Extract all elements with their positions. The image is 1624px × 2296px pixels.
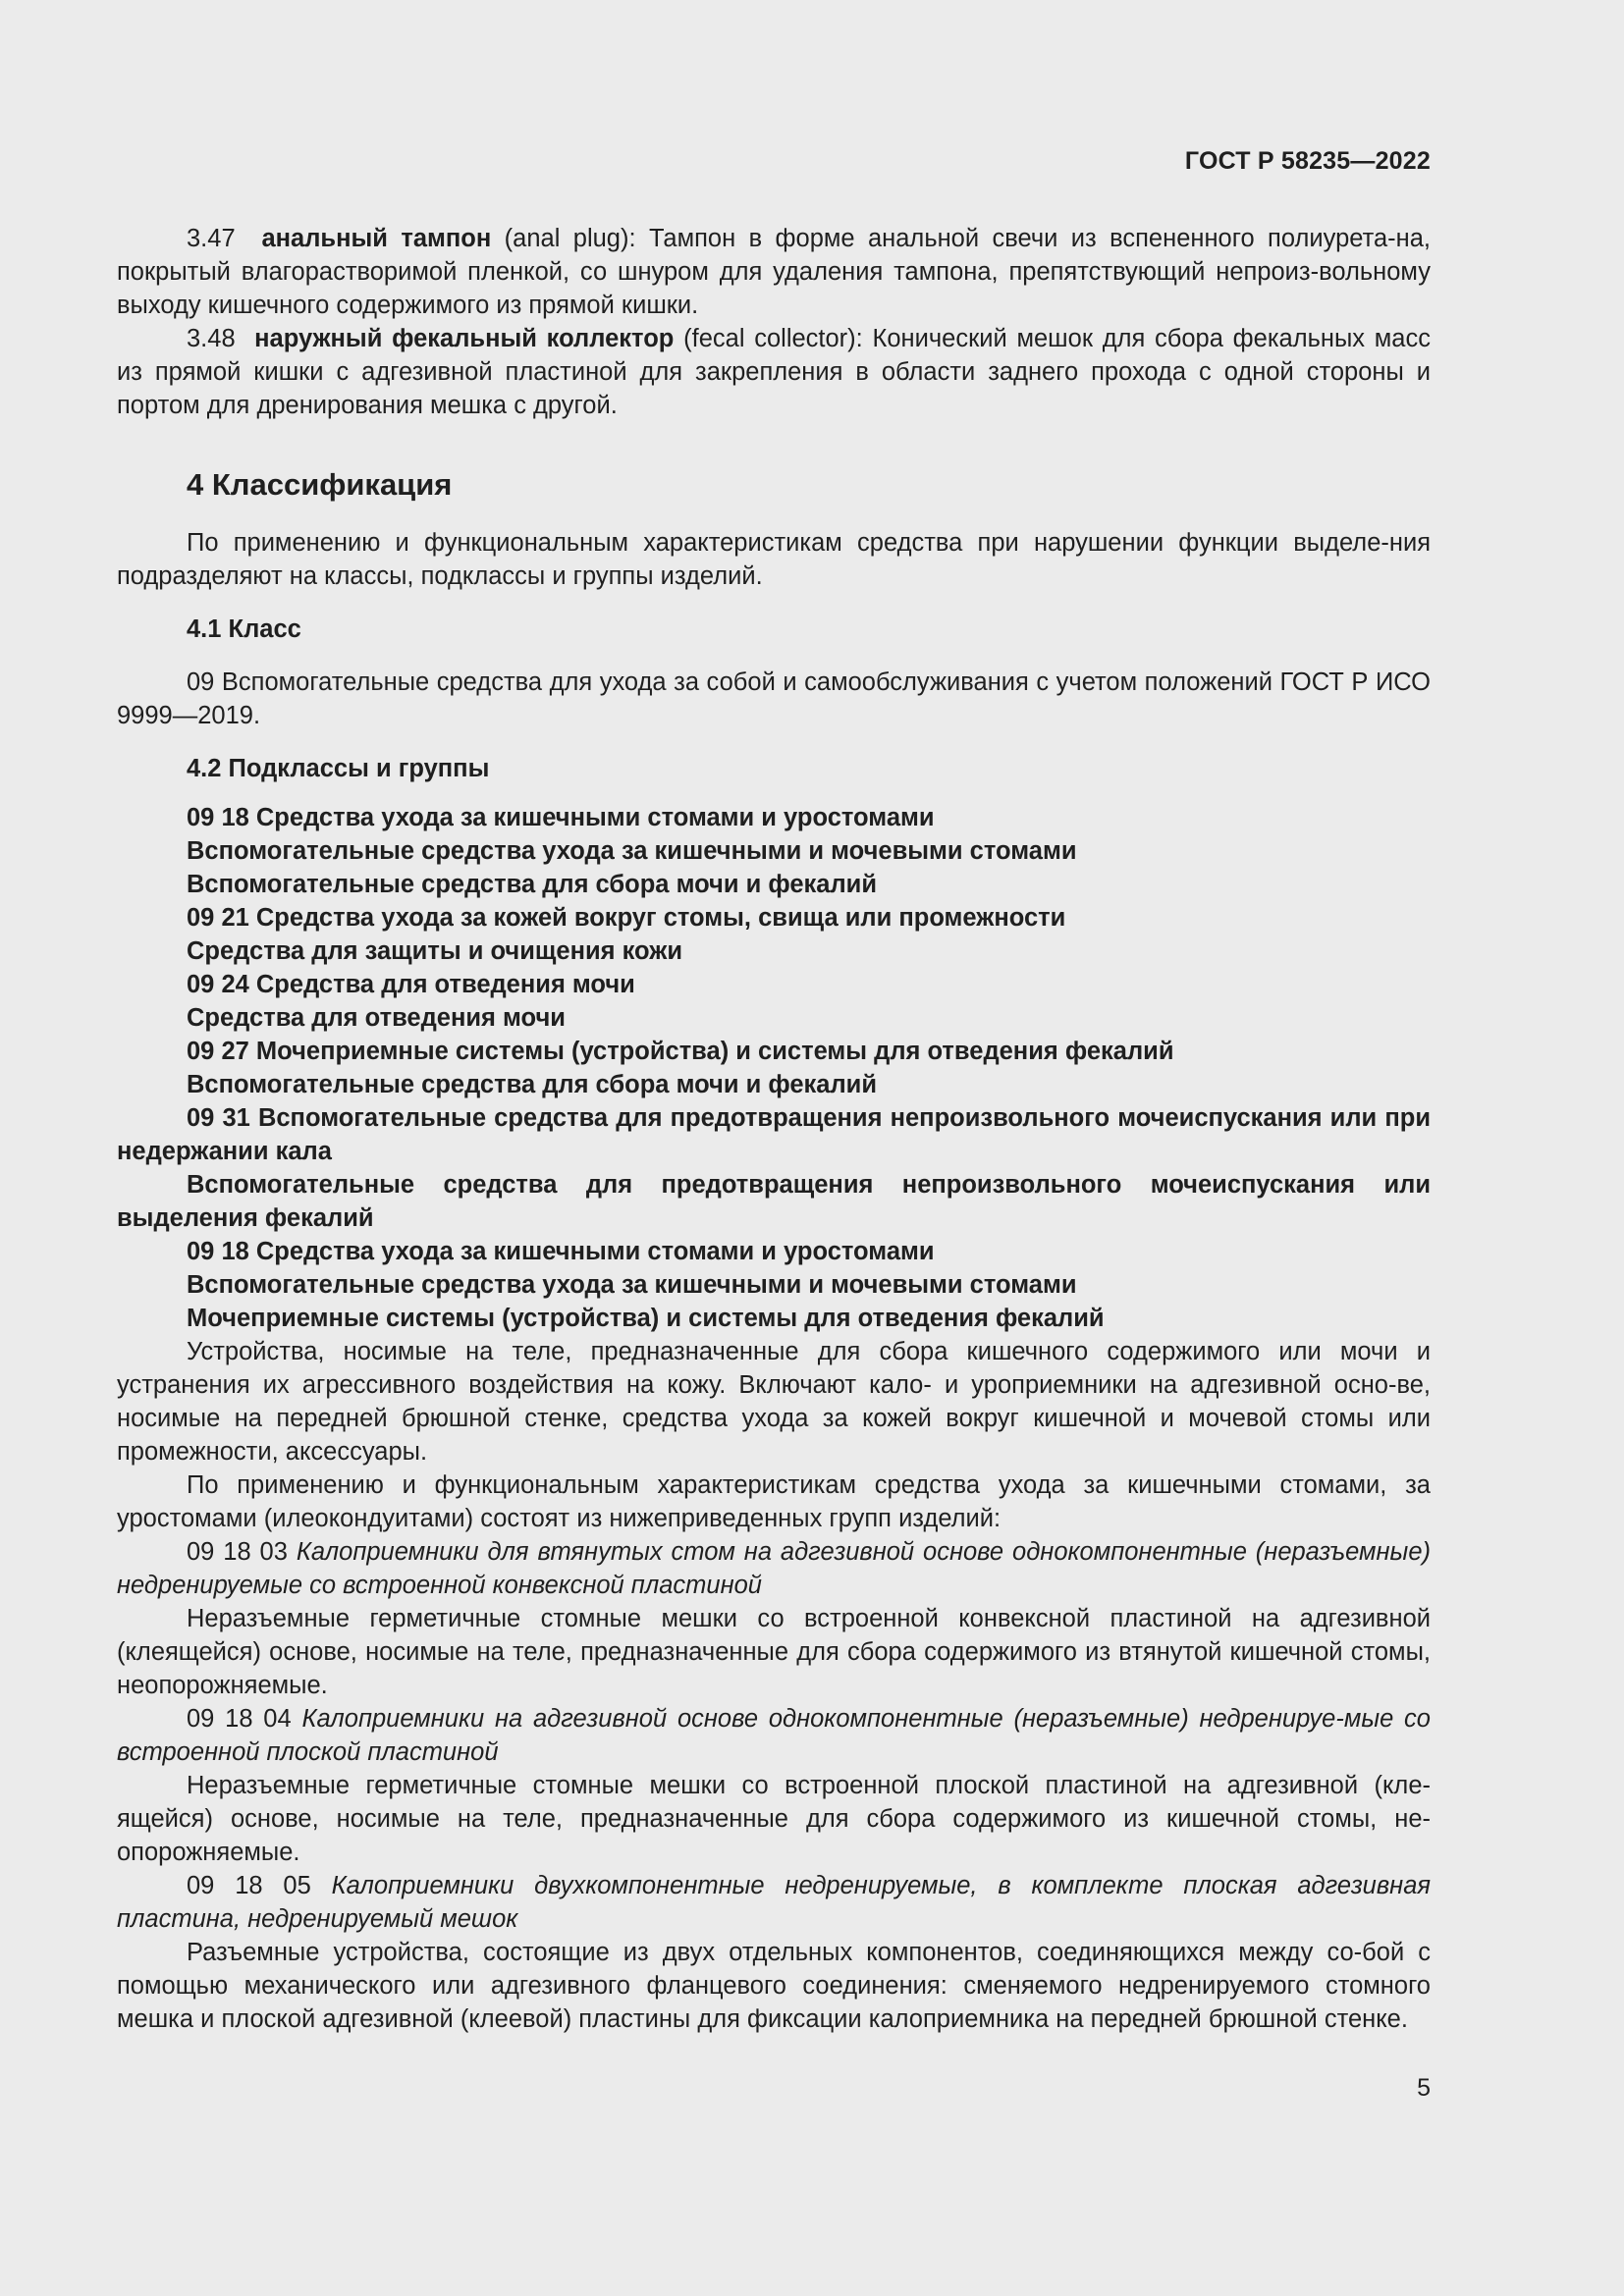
term-definition: Тампон в форме анальной свечи из вспененного полиурета-на, покрытый влагорастворимой пленкой, со шнуром для удаления тампона, препятствующий непроиз-вольному выходу кишечного содержимого из прямой кишки. xyxy=(117,225,1431,319)
term-name: анальный тампон xyxy=(261,225,492,252)
body-paragraph: Устройства, носимые на теле, предназначенные для сбора кишечного содержимого или мочи и устранения их агрессивного воздействия на кожу. Включают кало- и уроприемники на адгезивной осно-ве, носимые на передней брюшной стенке, средства ухода за кожей вокруг кишечной и мочевой стомы или промежности, аксессуары. xyxy=(117,1338,1431,1466)
subclass-line: 09 24 Средства для отведения мочи xyxy=(187,971,635,998)
subclass-line: 09 18 Средства ухода за кишечными стомами и уростомами xyxy=(187,1238,935,1265)
group-title: Калоприемники для втянутых стом на адгезивной основе однокомпонентные (неразъемные) недренируемые со встроенной конвексной пластиной xyxy=(117,1538,1431,1599)
term-english: (anal plug): xyxy=(504,225,636,252)
subclass-line: 09 21 Средства ухода за кожей вокруг стомы, свища или промежности xyxy=(187,904,1066,932)
group-title: Калоприемники двухкомпонентные недренируемые, в комплекте плоская адгезивная пластина, недренируемый мешок xyxy=(117,1872,1432,1933)
subclass-line: Вспомогательные средства для сбора мочи и фекалий xyxy=(187,1071,878,1098)
subclass-line: Средства для отведения мочи xyxy=(187,1004,566,1032)
group-code: 09 18 03 xyxy=(187,1538,288,1566)
term-definition: Конический мешок для сбора фекальных масс из прямой кишки с адгезивной пластиной для закрепления в области заднего прохода с одной стороны и портом для дренирования мешка с другой. xyxy=(117,325,1431,419)
term-3-47 xyxy=(117,222,1431,322)
term-number: 3.48 xyxy=(187,325,236,352)
page-number: 5 xyxy=(1417,2074,1431,2102)
section-intro: По применению и функциональным характеристикам средства при нарушении функции выделе-ния подразделяют на классы, подклассы и группы изделий. xyxy=(117,529,1431,590)
subclass-line: Средства для защиты и очищения кожи xyxy=(187,937,683,965)
group-code: 09 18 04 xyxy=(187,1705,292,1733)
subclass-line: Мочеприемные системы (устройства) и системы для отведения фекалий xyxy=(187,1305,1105,1332)
subclass-line: Вспомогательные средства для сбора мочи и фекалий xyxy=(187,871,878,898)
group-heading xyxy=(117,1869,1431,1936)
term-3-48 xyxy=(117,322,1431,422)
subclass-line: 09 31 Вспомогательные средства для предотвращения непроизвольного мочеиспускания или при недержании кала xyxy=(117,1104,1431,1165)
group-title: Калоприемники на адгезивной основе однокомпонентные (неразъемные) недренируе-мые со встроенной плоской пластиной xyxy=(117,1705,1431,1766)
subclass-line: Вспомогательные средства ухода за кишечными и мочевыми стомами xyxy=(187,837,1077,865)
page-content xyxy=(117,222,1431,2036)
subclass-title: 4.2 Подклассы и группы xyxy=(187,755,490,782)
class-title: 4.1 Класс xyxy=(187,615,301,643)
subclass-line: Вспомогательные средства для предотвращения непроизвольного мочеиспускания или выделения фекалий xyxy=(117,1171,1431,1232)
body-paragraph: По применению и функциональным характеристикам средства ухода за кишечными стомами, за уростомами (илеокондуитами) состоят из нижеприведенных групп изделий: xyxy=(117,1471,1431,1532)
section-title: 4 Классификация xyxy=(187,467,453,502)
term-english: (fecal collector): xyxy=(683,325,863,352)
group-description: Неразъемные герметичные стомные мешки со встроенной конвексной пластиной на адгезивной (клеящейся) основе, носимые на теле, предназначенные для сбора содержимого из втянутой кишечной стомы, неопорожняемые. xyxy=(117,1605,1431,1699)
group-heading xyxy=(117,1535,1431,1602)
group-description: Неразъемные герметичные стомные мешки со встроенной плоской пластиной на адгезивной (кле-ящейся) основе, носимые на теле, предназначенные для сбора содержимого из кишечной стомы, не-опорожняемые. xyxy=(117,1772,1431,1866)
class-text: 09 Вспомогательные средства для ухода за собой и самообслуживания с учетом положений ГОСТ Р ИСО 9999—2019. xyxy=(117,668,1431,729)
group-description: Разъемные устройства, состоящие из двух отдельных компонентов, соединяющихся между со-бой с помощью механического или адгезивного фланцевого соединения: сменяемого недренируемого стомного мешка и плоской адгезивной (клеевой) пластины для фиксации калоприемника на передней брюшной стенке. xyxy=(117,1939,1431,2033)
term-number: 3.47 xyxy=(187,225,236,252)
group-heading xyxy=(117,1702,1431,1769)
subclass-line: 09 18 Средства ухода за кишечными стомами и уростомами xyxy=(187,804,935,831)
group-code: 09 18 05 xyxy=(187,1872,311,1899)
term-name: наружный фекальный коллектор xyxy=(254,325,675,352)
subclass-line: Вспомогательные средства ухода за кишечными и мочевыми стомами xyxy=(187,1271,1077,1299)
page-header: ГОСТ Р 58235—2022 xyxy=(1184,147,1431,175)
subclass-line: 09 27 Мочеприемные системы (устройства) и системы для отведения фекалий xyxy=(187,1038,1174,1065)
